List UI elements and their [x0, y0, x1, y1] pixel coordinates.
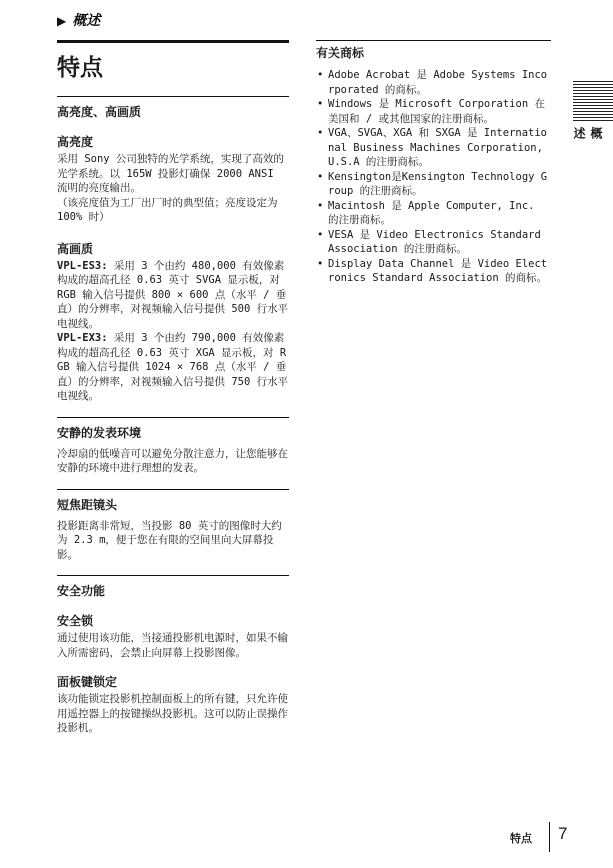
main-column	[57, 40, 289, 736]
model-es3-desc: 采用 3 个由约 480,000 有效像素构成的超高孔径 0.63 英寸 SVGA 显示板，对 RGB 输入信号提供 800 × 600 点（水平 / 垂直）的分辨率，对视频输入信号提供 500 行水平电视线。	[57, 259, 289, 330]
short-focus-text: 投影距离非常短，当投影 80 英寸的图像时大约为 2.3 m，便于您在有限的空间里向大屏幕投影。	[57, 519, 282, 561]
page-number: 7	[558, 824, 568, 843]
title-rule	[57, 40, 289, 43]
trademarks-heading: 有关商标	[316, 40, 551, 61]
list-item: • Windows 是 Microsoft Corporation 在美国和 / 或其他国家的注册商标。	[316, 97, 551, 126]
section-heading-short-focus: 短焦距镜头	[57, 489, 289, 513]
model-ex3-text	[57, 331, 289, 404]
subheading-panel-key-lock: 面板键锁定	[57, 675, 118, 689]
model-ex3-name: VPL-EX3:	[57, 332, 108, 344]
model-es3-name: VPL-ES3:	[57, 259, 108, 272]
list-item: • Macintosh 是 Apple Computer, Inc. 的注册商标。	[316, 199, 551, 228]
section-heading-security: 安全功能	[57, 575, 289, 599]
subheading-security-lock: 安全锁	[57, 614, 94, 628]
page-title: 特点	[57, 55, 103, 81]
footer-divider	[549, 822, 550, 852]
brightness-note: （该亮度值为工厂出厂时的典型值；亮度设定为 100% 时）	[57, 196, 278, 223]
brightness-text: 采用 Sony 公司独特的光学系统，实现了高效的光学系统。以 165W 投影灯确保 2000 ANSI 流明的亮度输出。	[57, 153, 284, 194]
triangle-marker-icon: ▶	[57, 14, 67, 28]
breadcrumb-label: 概述	[72, 13, 101, 29]
subheading-brightness: 高亮度	[57, 135, 94, 149]
section-heading-quiet: 安静的发表环境	[57, 417, 289, 441]
list-item: • VGA、SVGA、XGA 和 SXGA 是 International Business Machines Corporation, U.S.A 的注册商标。	[316, 126, 551, 170]
quiet-text: 冷却扇的低噪音可以避免分散注意力，让您能够在安静的环境中进行理想的发表。	[57, 447, 288, 474]
model-ex3-desc: 采用 3 个由约 790,000 有效像素构成的超高孔径 0.63 英寸 XGA 显示板，对 RGB 输入信号提供 1024 × 768 点（水平 / 垂直）的分辨率，对视频输入信号提供 750 行水平电视线。	[57, 332, 289, 402]
panel-key-lock-text: 该功能锁定投影机控制面板上的所有键，只允许使用遥控器上的按键操纵投影机。这可以防止误操作投影机。	[57, 693, 288, 734]
list-item: • Adobe Acrobat 是 Adobe Systems Incorporated 的商标。	[316, 68, 551, 97]
breadcrumb	[57, 10, 100, 30]
side-chapter-tab	[572, 81, 613, 139]
section-heading-brightness: 高亮度、高画质	[57, 96, 289, 120]
model-es3-text	[57, 259, 289, 332]
list-item: • Kensington是Kensington Technology Group 的注册商标。	[316, 170, 551, 199]
list-item: • VESA 是 Video Electronics Standard Association 的注册商标。	[316, 228, 551, 257]
security-lock-text: 通过使用该功能，当接通投影机电源时，如果不输入所需密码，会禁止向屏幕上投影图像。	[57, 632, 288, 659]
footer-section-label: 特点	[510, 832, 532, 845]
list-item: • Display Data Channel 是 Video Electronics Standard Association 的商标。	[316, 257, 551, 286]
trademarks-list	[316, 68, 551, 286]
subheading-image-quality: 高画质	[57, 241, 94, 256]
trademarks-column	[316, 40, 551, 286]
side-tab-label: 概述	[572, 127, 603, 139]
side-tab-lines	[573, 81, 613, 121]
